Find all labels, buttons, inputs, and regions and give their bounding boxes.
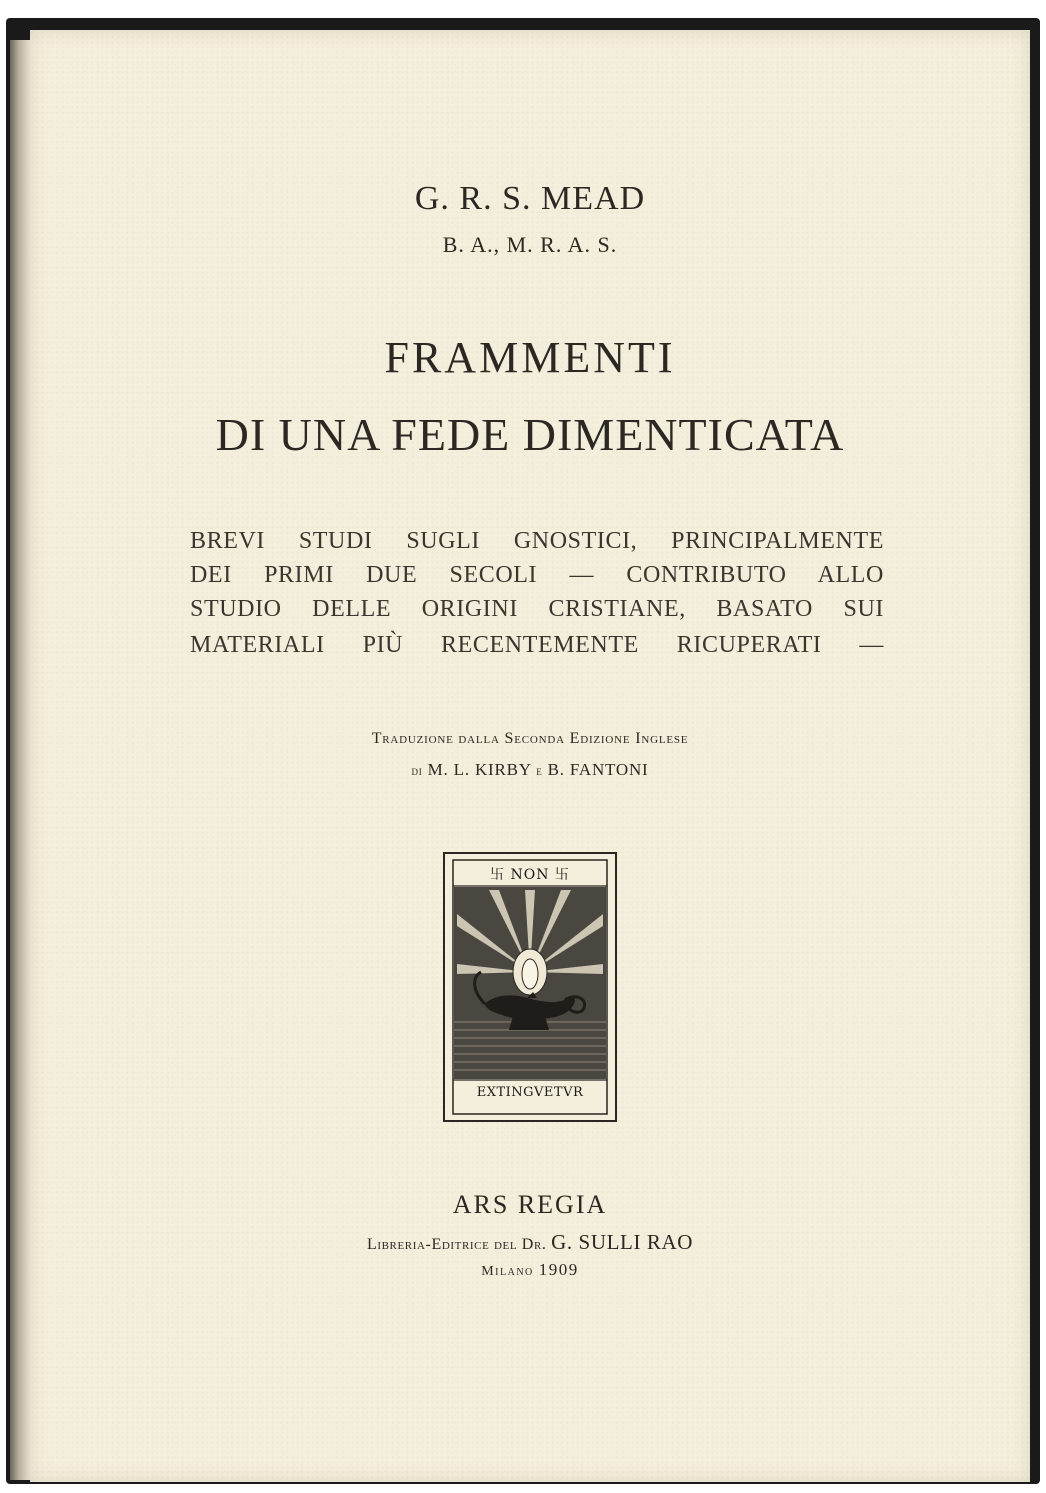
title-line-2: DI UNA FEDE DIMENTICATA xyxy=(215,409,845,460)
translators-conjunction: e xyxy=(536,763,543,778)
author-degrees: B. A., M. R. A. S. xyxy=(442,232,618,257)
publisher-emblem xyxy=(443,852,617,1122)
subtitle-line-1: BREVI STUDI SUGLI GNOSTICI, PRINCIPALMENTE xyxy=(190,528,884,554)
imprint-name: G. SULLI RAO xyxy=(551,1230,694,1254)
city: Milano xyxy=(481,1264,534,1279)
translation-credit: Traduzione dalla Seconda Edizione Inglese xyxy=(371,730,689,747)
year: 1909 xyxy=(538,1260,579,1279)
imprint xyxy=(30,1230,1030,1255)
translator-1: M. L. KIRBY xyxy=(427,760,532,779)
translators-prefix: di xyxy=(411,763,423,778)
emblem-top-motto: 卐 NON 卐 xyxy=(490,867,570,883)
place-and-date xyxy=(30,1260,1030,1280)
book-cover xyxy=(30,30,1030,1482)
title-line-1: FRAMMENTI xyxy=(384,333,676,382)
subtitle-line-2: DEI PRIMI DUE SECOLI — CONTRIBUTO ALLO xyxy=(190,562,884,588)
subtitle-line-3: STUDIO DELLE ORIGINI CRISTIANE, BASATO SUI xyxy=(190,596,884,622)
author-name: G. R. S. MEAD xyxy=(414,180,646,217)
translators xyxy=(30,760,1030,780)
emblem-bottom-motto: EXTINGVETVR xyxy=(476,1085,584,1100)
publisher-name: ARS REGIA xyxy=(452,1190,608,1219)
subtitle-line-4: MATERIALI PIÙ RECENTEMENTE RICUPERATI — xyxy=(190,632,884,658)
imprint-prefix: Libreria-Editrice del Dr. xyxy=(366,1236,547,1253)
oil-lamp-emblem-icon xyxy=(445,854,615,1120)
translator-2: B. FANTONI xyxy=(547,760,649,779)
